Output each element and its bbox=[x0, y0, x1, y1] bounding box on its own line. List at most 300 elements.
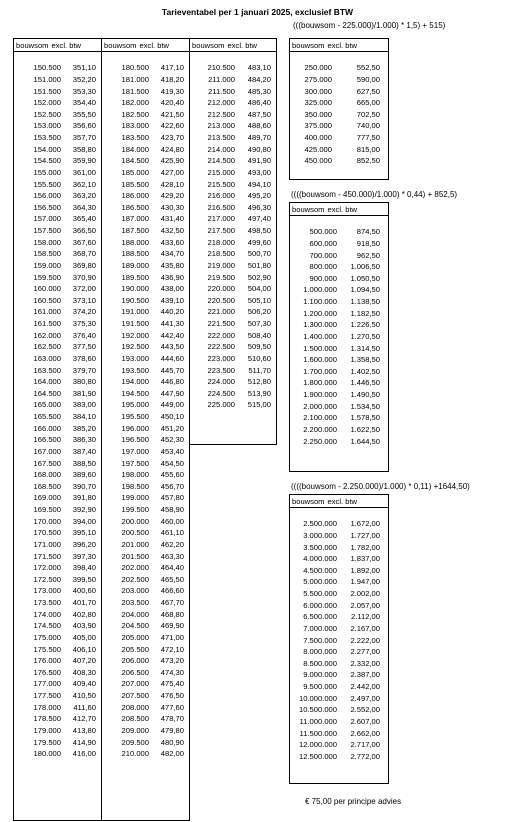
table-row bbox=[14, 597, 101, 609]
cell-bouwsom: 190.500 bbox=[121, 295, 149, 305]
cell-excl-btw: 376,40 bbox=[72, 330, 96, 340]
cell-bouwsom: 175.500 bbox=[33, 644, 61, 654]
cell-excl-btw: 702,50 bbox=[356, 109, 380, 119]
cell-bouwsom: 166.000 bbox=[33, 423, 61, 433]
cell-excl-btw: 456,70 bbox=[160, 481, 184, 491]
table-row bbox=[102, 225, 189, 237]
cell-excl-btw: 2.497,00 bbox=[350, 693, 380, 703]
cell-excl-btw: 379,70 bbox=[72, 365, 96, 375]
table-row bbox=[102, 550, 189, 562]
table-row bbox=[14, 701, 101, 713]
cell-excl-btw: 435,80 bbox=[160, 260, 184, 270]
cell-excl-btw: 482,00 bbox=[160, 749, 184, 759]
cell-excl-btw: 410,50 bbox=[72, 691, 96, 701]
cell-bouwsom: 156.500 bbox=[33, 202, 61, 212]
cell-excl-btw: 373,10 bbox=[72, 295, 96, 305]
table-row bbox=[102, 632, 189, 644]
table-row bbox=[290, 692, 388, 704]
cell-excl-btw: 1.727,00 bbox=[350, 530, 380, 540]
cell-excl-btw: 2.002,00 bbox=[350, 589, 380, 599]
cell-excl-btw: 364,30 bbox=[72, 202, 96, 212]
formula-2: ((((bouwsom - 450.000)/1.000) * 0,44) + 852,5) bbox=[291, 190, 458, 199]
cell-excl-btw: 474,30 bbox=[160, 667, 184, 677]
table-row bbox=[102, 388, 189, 400]
cell-bouwsom: 166.500 bbox=[33, 435, 61, 445]
table-row bbox=[190, 62, 276, 74]
table-row bbox=[290, 366, 388, 378]
cell-bouwsom: 222.500 bbox=[207, 342, 235, 352]
cell-excl-btw: 462,20 bbox=[160, 539, 184, 549]
cell-bouwsom: 219.000 bbox=[207, 260, 235, 270]
cell-excl-btw: 466,60 bbox=[160, 586, 184, 596]
cell-excl-btw: 395,10 bbox=[72, 528, 96, 538]
cell-bouwsom: 220.000 bbox=[207, 284, 235, 294]
table-row bbox=[290, 377, 388, 389]
table-row bbox=[14, 213, 101, 225]
table-row bbox=[102, 341, 189, 353]
cell-bouwsom: 700.000 bbox=[309, 250, 337, 260]
cell-excl-btw: 1.006,50 bbox=[350, 262, 380, 272]
table-row bbox=[290, 751, 388, 763]
cell-bouwsom: 223.500 bbox=[207, 365, 235, 375]
table-row bbox=[102, 690, 189, 702]
cell-excl-btw: 400,60 bbox=[72, 586, 96, 596]
table-row bbox=[14, 620, 101, 632]
cell-excl-btw: 2.277,00 bbox=[350, 647, 380, 657]
table-row bbox=[102, 248, 189, 260]
cell-bouwsom: 221.000 bbox=[207, 307, 235, 317]
cell-bouwsom: 8.500.000 bbox=[303, 658, 337, 668]
cell-excl-btw: 372,00 bbox=[72, 284, 96, 294]
cell-excl-btw: 486,40 bbox=[247, 98, 271, 108]
cell-excl-btw: 425,90 bbox=[160, 156, 184, 166]
cell-excl-btw: 377,50 bbox=[72, 342, 96, 352]
cell-excl-btw: 439,10 bbox=[160, 295, 184, 305]
cell-excl-btw: 1.534,50 bbox=[350, 401, 380, 411]
cell-excl-btw: 472,10 bbox=[160, 644, 184, 654]
cell-bouwsom: 154.500 bbox=[33, 156, 61, 166]
cell-bouwsom: 900.000 bbox=[309, 273, 337, 283]
table-row bbox=[102, 62, 189, 74]
cell-bouwsom: 195.500 bbox=[121, 412, 149, 422]
cell-excl-btw: 450,10 bbox=[160, 412, 184, 422]
cell-excl-btw: 359,90 bbox=[72, 156, 96, 166]
table-row bbox=[102, 306, 189, 318]
cell-bouwsom: 192.500 bbox=[121, 342, 149, 352]
cell-bouwsom: 3.500.000 bbox=[303, 542, 337, 552]
table-row bbox=[102, 434, 189, 446]
cell-bouwsom: 213.500 bbox=[207, 133, 235, 143]
table-row bbox=[102, 318, 189, 330]
table-row bbox=[102, 411, 189, 423]
header-excl-btw: excl. btw bbox=[51, 40, 82, 50]
cell-bouwsom: 160.500 bbox=[33, 295, 61, 305]
table-row bbox=[14, 748, 101, 760]
table-row bbox=[102, 178, 189, 190]
cell-bouwsom: 207.500 bbox=[121, 691, 149, 701]
table-row bbox=[102, 713, 189, 725]
cell-bouwsom: 213.000 bbox=[207, 121, 235, 131]
cell-bouwsom: 8.000.000 bbox=[303, 647, 337, 657]
table-row bbox=[14, 167, 101, 179]
table-row bbox=[14, 550, 101, 562]
cell-bouwsom: 176.500 bbox=[33, 667, 61, 677]
cell-excl-btw: 480,90 bbox=[160, 737, 184, 747]
cell-bouwsom: 173.500 bbox=[33, 598, 61, 608]
cell-bouwsom: 204.000 bbox=[121, 609, 149, 619]
table-row bbox=[190, 248, 276, 260]
header-excl-btw: excl. btw bbox=[327, 496, 358, 506]
cell-bouwsom: 168.000 bbox=[33, 470, 61, 480]
table-row bbox=[102, 608, 189, 620]
cell-excl-btw: 368,70 bbox=[72, 249, 96, 259]
cell-bouwsom: 178.500 bbox=[33, 714, 61, 724]
table-header bbox=[290, 495, 388, 508]
cell-excl-btw: 391,80 bbox=[72, 493, 96, 503]
cell-excl-btw: 552,50 bbox=[356, 63, 380, 73]
cell-bouwsom: 194.000 bbox=[121, 377, 149, 387]
cell-excl-btw: 463,30 bbox=[160, 551, 184, 561]
table-row bbox=[14, 341, 101, 353]
cell-excl-btw: 451,20 bbox=[160, 423, 184, 433]
cell-bouwsom: 180.500 bbox=[121, 63, 149, 73]
header-excl-btw: excl. btw bbox=[327, 204, 358, 214]
cell-excl-btw: 392,90 bbox=[72, 505, 96, 515]
cell-bouwsom: 1.200.000 bbox=[303, 308, 337, 318]
cell-excl-btw: 477,60 bbox=[160, 702, 184, 712]
table-row bbox=[102, 190, 189, 202]
table-row bbox=[102, 399, 189, 411]
cell-excl-btw: 504,00 bbox=[247, 284, 271, 294]
table-row bbox=[290, 611, 388, 623]
cell-bouwsom: 203.000 bbox=[121, 586, 149, 596]
table-row bbox=[14, 109, 101, 121]
cell-bouwsom: 202.000 bbox=[121, 563, 149, 573]
cell-excl-btw: 455,60 bbox=[160, 470, 184, 480]
cell-excl-btw: 421,50 bbox=[160, 109, 184, 119]
cell-bouwsom: 169.000 bbox=[33, 493, 61, 503]
cell-excl-btw: 465,50 bbox=[160, 574, 184, 584]
cell-bouwsom: 211.500 bbox=[208, 86, 235, 96]
cell-bouwsom: 210.000 bbox=[121, 749, 149, 759]
cell-bouwsom: 164.500 bbox=[33, 388, 61, 398]
cell-excl-btw: 494,10 bbox=[247, 179, 271, 189]
table-row bbox=[14, 515, 101, 527]
cell-bouwsom: 10.000.000 bbox=[298, 693, 337, 703]
cell-bouwsom: 181.000 bbox=[121, 74, 149, 84]
table-row bbox=[190, 399, 276, 411]
table-row bbox=[14, 306, 101, 318]
table-row bbox=[290, 238, 388, 250]
formula-3: ((((bouwsom - 2.250.000)/1.000) * 0,11) +1644,50) bbox=[291, 482, 470, 491]
table-row bbox=[290, 530, 388, 542]
cell-excl-btw: 385,20 bbox=[72, 423, 96, 433]
table-row bbox=[190, 109, 276, 121]
table-row bbox=[14, 202, 101, 214]
cell-bouwsom: 3.000.000 bbox=[303, 530, 337, 540]
cell-bouwsom: 207.000 bbox=[121, 679, 149, 689]
table-row bbox=[290, 646, 388, 658]
cell-bouwsom: 1.000.000 bbox=[303, 285, 337, 295]
cell-excl-btw: 356,60 bbox=[72, 121, 96, 131]
cell-excl-btw: 429,20 bbox=[160, 191, 184, 201]
cell-excl-btw: 506,20 bbox=[247, 307, 271, 317]
cell-bouwsom: 215.500 bbox=[207, 179, 235, 189]
cell-bouwsom: 224.500 bbox=[207, 388, 235, 398]
tariff-table-2 bbox=[101, 38, 190, 821]
table-row bbox=[290, 669, 388, 681]
cell-excl-btw: 452,30 bbox=[160, 435, 184, 445]
cell-bouwsom: 193.500 bbox=[121, 365, 149, 375]
cell-excl-btw: 374,20 bbox=[72, 307, 96, 317]
cell-excl-btw: 386,30 bbox=[72, 435, 96, 445]
table-header bbox=[290, 39, 388, 52]
cell-bouwsom: 216.500 bbox=[207, 202, 235, 212]
cell-excl-btw: 357,70 bbox=[72, 133, 96, 143]
table-row bbox=[190, 143, 276, 155]
table-row bbox=[14, 527, 101, 539]
cell-excl-btw: 468,80 bbox=[160, 609, 184, 619]
table-row bbox=[14, 678, 101, 690]
tariff-table-6 bbox=[289, 494, 389, 784]
cell-bouwsom: 500.000 bbox=[309, 227, 337, 237]
cell-excl-btw: 2.387,00 bbox=[350, 670, 380, 680]
cell-bouwsom: 198.500 bbox=[121, 481, 149, 491]
cell-excl-btw: 453,40 bbox=[160, 446, 184, 456]
table-row bbox=[14, 318, 101, 330]
cell-excl-btw: 489,70 bbox=[247, 133, 271, 143]
cell-bouwsom: 161.500 bbox=[33, 319, 61, 329]
table-row bbox=[190, 236, 276, 248]
cell-excl-btw: 370,90 bbox=[72, 272, 96, 282]
cell-excl-btw: 380,80 bbox=[72, 377, 96, 387]
cell-bouwsom: 152.000 bbox=[33, 98, 61, 108]
table-row bbox=[14, 422, 101, 434]
cell-bouwsom: 186.000 bbox=[121, 191, 149, 201]
cell-bouwsom: 170.500 bbox=[33, 528, 61, 538]
table-row bbox=[102, 469, 189, 481]
cell-bouwsom: 170.000 bbox=[33, 516, 61, 526]
cell-excl-btw: 473,20 bbox=[160, 656, 184, 666]
header-bouwsom: bouwsom bbox=[16, 40, 49, 50]
cell-excl-btw: 365,40 bbox=[72, 214, 96, 224]
cell-excl-btw: 366,50 bbox=[72, 226, 96, 236]
table-row bbox=[14, 446, 101, 458]
tariff-table-5 bbox=[289, 202, 389, 472]
table-row bbox=[290, 435, 388, 447]
table-row bbox=[14, 260, 101, 272]
cell-excl-btw: 363,20 bbox=[72, 191, 96, 201]
cell-bouwsom: 450.000 bbox=[304, 156, 332, 166]
cell-bouwsom: 200.000 bbox=[121, 516, 149, 526]
cell-excl-btw: 443,50 bbox=[160, 342, 184, 352]
cell-bouwsom: 223.000 bbox=[207, 353, 235, 363]
cell-excl-btw: 1.892,00 bbox=[350, 565, 380, 575]
table-row bbox=[290, 704, 388, 716]
table-row bbox=[14, 353, 101, 365]
cell-excl-btw: 423,70 bbox=[160, 133, 184, 143]
cell-excl-btw: 361,00 bbox=[72, 167, 96, 177]
table-row bbox=[290, 97, 388, 109]
table-body bbox=[290, 508, 388, 762]
table-row bbox=[14, 585, 101, 597]
table-row bbox=[190, 120, 276, 132]
table-row bbox=[102, 643, 189, 655]
cell-bouwsom: 196.000 bbox=[121, 423, 149, 433]
table-row bbox=[102, 295, 189, 307]
cell-bouwsom: 214.000 bbox=[207, 144, 235, 154]
cell-bouwsom: 173.000 bbox=[33, 586, 61, 596]
cell-bouwsom: 5.000.000 bbox=[303, 577, 337, 587]
table-row bbox=[190, 376, 276, 388]
table-body bbox=[102, 52, 189, 760]
cell-bouwsom: 9.000.000 bbox=[303, 670, 337, 680]
cell-bouwsom: 190.000 bbox=[121, 284, 149, 294]
table-row bbox=[14, 190, 101, 202]
table-row bbox=[190, 74, 276, 86]
cell-excl-btw: 355,50 bbox=[72, 109, 96, 119]
cell-bouwsom: 600.000 bbox=[309, 238, 337, 248]
table-row bbox=[290, 74, 388, 86]
table-row bbox=[190, 225, 276, 237]
table-row bbox=[14, 283, 101, 295]
table-row bbox=[102, 271, 189, 283]
cell-bouwsom: 210.500 bbox=[207, 63, 235, 73]
cell-bouwsom: 1.700.000 bbox=[303, 366, 337, 376]
cell-excl-btw: 2.552,00 bbox=[350, 705, 380, 715]
table-row bbox=[14, 388, 101, 400]
cell-bouwsom: 219.500 bbox=[207, 272, 235, 282]
cell-excl-btw: 441,30 bbox=[160, 319, 184, 329]
cell-bouwsom: 200.500 bbox=[121, 528, 149, 538]
cell-excl-btw: 2.772,00 bbox=[350, 751, 380, 761]
cell-bouwsom: 153.000 bbox=[33, 121, 61, 131]
table-row bbox=[290, 518, 388, 530]
cell-bouwsom: 4.500.000 bbox=[303, 565, 337, 575]
cell-excl-btw: 449,00 bbox=[160, 400, 184, 410]
cell-bouwsom: 196.500 bbox=[121, 435, 149, 445]
cell-excl-btw: 496,30 bbox=[247, 202, 271, 212]
table-row bbox=[102, 492, 189, 504]
cell-bouwsom: 217.000 bbox=[207, 214, 235, 224]
table-row bbox=[102, 748, 189, 760]
table-row bbox=[190, 260, 276, 272]
table-row bbox=[190, 306, 276, 318]
cell-excl-btw: 505,10 bbox=[247, 295, 271, 305]
cell-bouwsom: 217.500 bbox=[207, 226, 235, 236]
table-row bbox=[14, 504, 101, 516]
cell-excl-btw: 394,00 bbox=[72, 516, 96, 526]
table-body bbox=[14, 52, 101, 760]
table-row bbox=[14, 655, 101, 667]
cell-bouwsom: 212.500 bbox=[207, 109, 235, 119]
table-row bbox=[14, 271, 101, 283]
tariff-table-3 bbox=[189, 38, 277, 445]
cell-excl-btw: 406,10 bbox=[72, 644, 96, 654]
table-row bbox=[102, 85, 189, 97]
cell-bouwsom: 171.500 bbox=[33, 551, 61, 561]
cell-bouwsom: 204.500 bbox=[121, 621, 149, 631]
table-row bbox=[102, 678, 189, 690]
cell-excl-btw: 485,30 bbox=[247, 86, 271, 96]
cell-excl-btw: 407,20 bbox=[72, 656, 96, 666]
table-header bbox=[290, 203, 388, 216]
cell-excl-btw: 461,10 bbox=[160, 528, 184, 538]
cell-bouwsom: 177.000 bbox=[33, 679, 61, 689]
table-row bbox=[102, 655, 189, 667]
table-row bbox=[290, 85, 388, 97]
cell-excl-btw: 1.402,50 bbox=[350, 366, 380, 376]
table-row bbox=[14, 155, 101, 167]
cell-excl-btw: 351,10 bbox=[72, 63, 96, 73]
cell-bouwsom: 193.000 bbox=[121, 353, 149, 363]
cell-bouwsom: 800.000 bbox=[309, 262, 337, 272]
cell-excl-btw: 852,50 bbox=[356, 156, 380, 166]
table-row bbox=[14, 225, 101, 237]
cell-excl-btw: 500,70 bbox=[247, 249, 271, 259]
cell-bouwsom: 188.500 bbox=[121, 249, 149, 259]
cell-excl-btw: 1.782,00 bbox=[350, 542, 380, 552]
cell-bouwsom: 155.500 bbox=[33, 179, 61, 189]
cell-excl-btw: 444,60 bbox=[160, 353, 184, 363]
cell-excl-btw: 499,60 bbox=[247, 237, 271, 247]
cell-excl-btw: 434,70 bbox=[160, 249, 184, 259]
cell-excl-btw: 418,20 bbox=[160, 74, 184, 84]
cell-bouwsom: 161.000 bbox=[33, 307, 61, 317]
cell-excl-btw: 411,60 bbox=[73, 702, 96, 712]
table-row bbox=[102, 457, 189, 469]
cell-excl-btw: 484,20 bbox=[247, 74, 271, 84]
table-body bbox=[290, 216, 388, 447]
cell-excl-btw: 431,40 bbox=[160, 214, 184, 224]
cell-bouwsom: 177.500 bbox=[33, 691, 61, 701]
cell-excl-btw: 510,60 bbox=[247, 353, 271, 363]
table-row bbox=[190, 295, 276, 307]
table-row bbox=[102, 213, 189, 225]
cell-bouwsom: 211.000 bbox=[208, 74, 235, 84]
cell-excl-btw: 399,50 bbox=[72, 574, 96, 584]
cell-excl-btw: 1.270,50 bbox=[350, 331, 380, 341]
cell-bouwsom: 221.500 bbox=[207, 319, 235, 329]
cell-excl-btw: 2.607,00 bbox=[350, 716, 380, 726]
header-bouwsom: bouwsom bbox=[292, 40, 325, 50]
cell-excl-btw: 433,60 bbox=[160, 237, 184, 247]
table-row bbox=[190, 329, 276, 341]
cell-excl-btw: 1.182,50 bbox=[350, 308, 380, 318]
cell-excl-btw: 414,90 bbox=[72, 737, 96, 747]
header-excl-btw: excl. btw bbox=[227, 40, 258, 50]
header-excl-btw: excl. btw bbox=[139, 40, 170, 50]
cell-excl-btw: 2.662,00 bbox=[350, 728, 380, 738]
header-bouwsom: bouwsom bbox=[192, 40, 225, 50]
table-row bbox=[102, 667, 189, 679]
cell-excl-btw: 390,70 bbox=[72, 481, 96, 491]
cell-bouwsom: 1.100.000 bbox=[303, 297, 337, 307]
cell-excl-btw: 358,80 bbox=[72, 144, 96, 154]
table-body bbox=[190, 52, 276, 411]
table-row bbox=[14, 62, 101, 74]
cell-bouwsom: 171.000 bbox=[33, 539, 61, 549]
cell-excl-btw: 417,10 bbox=[160, 63, 184, 73]
cell-excl-btw: 408,30 bbox=[72, 667, 96, 677]
cell-excl-btw: 471,00 bbox=[160, 632, 184, 642]
cell-bouwsom: 168.500 bbox=[33, 481, 61, 491]
advice-price-note: € 75,00 per principe advies bbox=[305, 797, 402, 806]
cell-excl-btw: 388,50 bbox=[72, 458, 96, 468]
cell-excl-btw: 383,00 bbox=[72, 400, 96, 410]
cell-excl-btw: 464,40 bbox=[160, 563, 184, 573]
cell-bouwsom: 205.500 bbox=[121, 644, 149, 654]
